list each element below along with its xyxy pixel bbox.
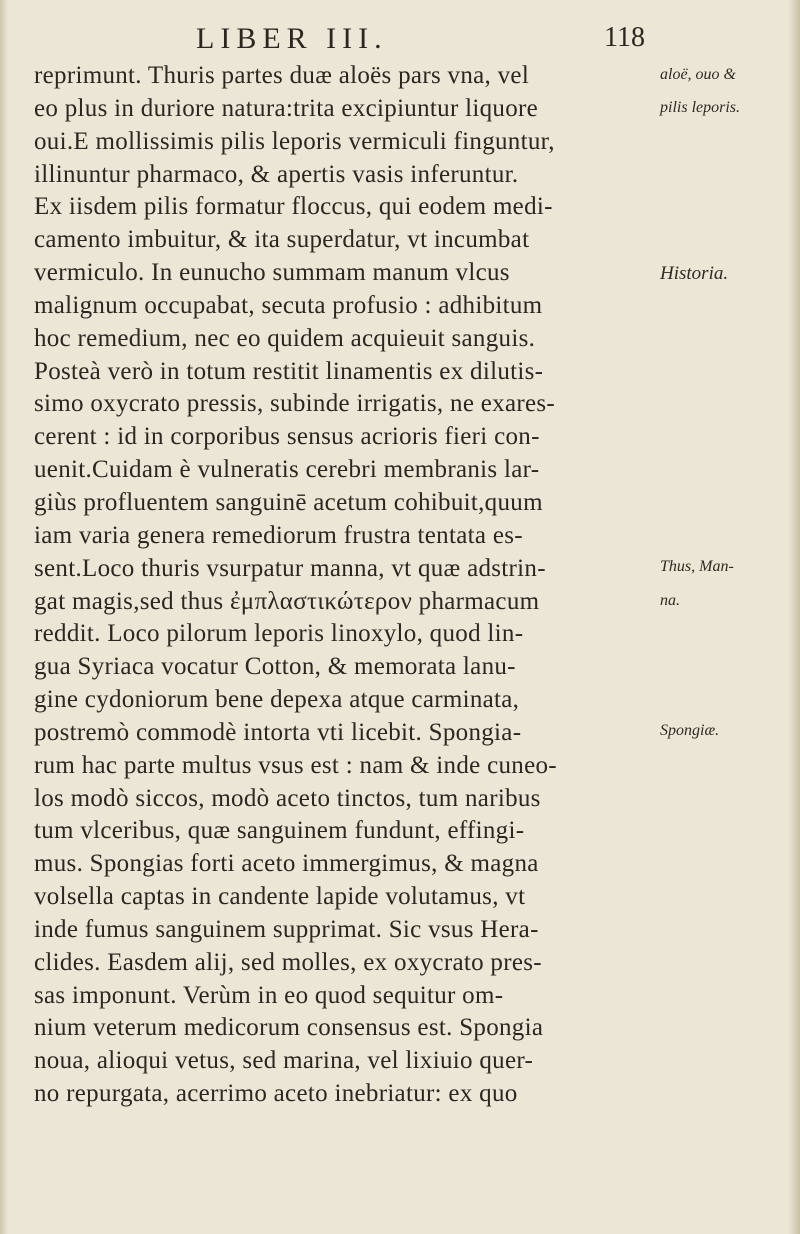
running-title: LIBER III. xyxy=(196,22,388,55)
text-line: iam varia genera remediorum frustra tentata es- xyxy=(34,521,523,549)
text-line: eo plus in duriore natura:trita excipiuntur liquore xyxy=(34,94,539,122)
page-edge-right xyxy=(788,0,800,1234)
margin-note: aloë, ouo & xyxy=(660,66,736,83)
text-line: illinuntur pharmaco, & apertis vasis inferuntur. xyxy=(34,160,519,188)
text-line: tum vlceribus, quæ sanguinem fundunt, effingi- xyxy=(34,817,525,845)
text-line: simo oxycrato pressis, subinde irrigatis, ne exares- xyxy=(34,390,556,418)
text-line: clides. Easdem alij, sed molles, ex oxycrato pres- xyxy=(34,948,542,976)
text-line: no repurgata, acerrimo aceto inebriatur: ex quo xyxy=(34,1080,518,1108)
text-line: vermiculo. In eunucho summam manum vlcus xyxy=(34,259,510,287)
text-line: mus. Spongias forti aceto immergimus, & magna xyxy=(34,850,539,878)
page-header xyxy=(0,20,800,60)
text-line: postremò commodè intorta vti licebit. Spongia- xyxy=(34,718,522,746)
text-line: sas imponunt. Verùm in eo quod sequitur om- xyxy=(34,981,504,1009)
text-line: malignum occupabat, secuta profusio : adhibitum xyxy=(34,291,543,319)
text-line: cerent : id in corporibus sensus acrioris fieri con- xyxy=(34,423,540,451)
text-line: hoc remedium, nec eo quidem acquieuit sanguis. xyxy=(34,324,536,352)
text-line: nium veterum medicorum consensus est. Spongia xyxy=(34,1014,544,1042)
text-line: Ex iisdem pilis formatur floccus, qui eodem medi- xyxy=(34,193,553,221)
text-line: gine cydoniorum bene depexa atque carminata, xyxy=(34,686,520,714)
text-line: gat magis,sed thus ἐμπλαστικώτερον pharmacum xyxy=(34,587,540,615)
page-number: 118 xyxy=(604,22,645,53)
text-line: Posteà verò in totum restitit linamentis ex dilutis- xyxy=(34,357,544,385)
margin-note: Historia. xyxy=(660,263,729,284)
text-line: oui.E mollissimis pilis leporis vermiculi finguntur, xyxy=(34,127,555,155)
text-line: inde fumus sanguinem supprimat. Sic vsus Hera- xyxy=(34,915,539,943)
text-line: reddit. Loco pilorum leporis linoxylo, quod lin- xyxy=(34,620,524,648)
body-text xyxy=(34,60,664,1111)
margin-note: na. xyxy=(660,592,680,609)
margin-note: pilis leporis. xyxy=(660,99,741,116)
page-edge-left xyxy=(0,0,8,1234)
text-line: giùs profluentem sanguinē acetum cohibuit,quum xyxy=(34,488,543,516)
text-line: uenit.Cuidam è vulneratis cerebri membranis lar- xyxy=(34,456,540,484)
text-line: sent.Loco thuris vsurpatur manna, vt quæ adstrin- xyxy=(34,554,546,582)
text-line: reprimunt. Thuris partes duæ aloës pars vna, vel xyxy=(34,62,530,89)
text-line: los modò siccos, modò aceto tinctos, tum naribus xyxy=(34,784,541,812)
text-line: camento imbuitur, & ita superdatur, vt incumbat xyxy=(34,226,530,254)
text-line: volsella captas in candente lapide volutamus, vt xyxy=(34,883,526,911)
text-line: rum hac parte multus vsus est : nam & inde cuneo- xyxy=(34,751,557,779)
margin-note: Thus, Man- xyxy=(660,558,734,575)
text-line: gua Syriaca vocatur Cotton, & memorata lanu- xyxy=(34,653,516,681)
margin-note: Spongiæ. xyxy=(660,722,720,739)
text-line: noua, alioqui vetus, sed marina, vel lixiuio quer- xyxy=(34,1047,534,1075)
